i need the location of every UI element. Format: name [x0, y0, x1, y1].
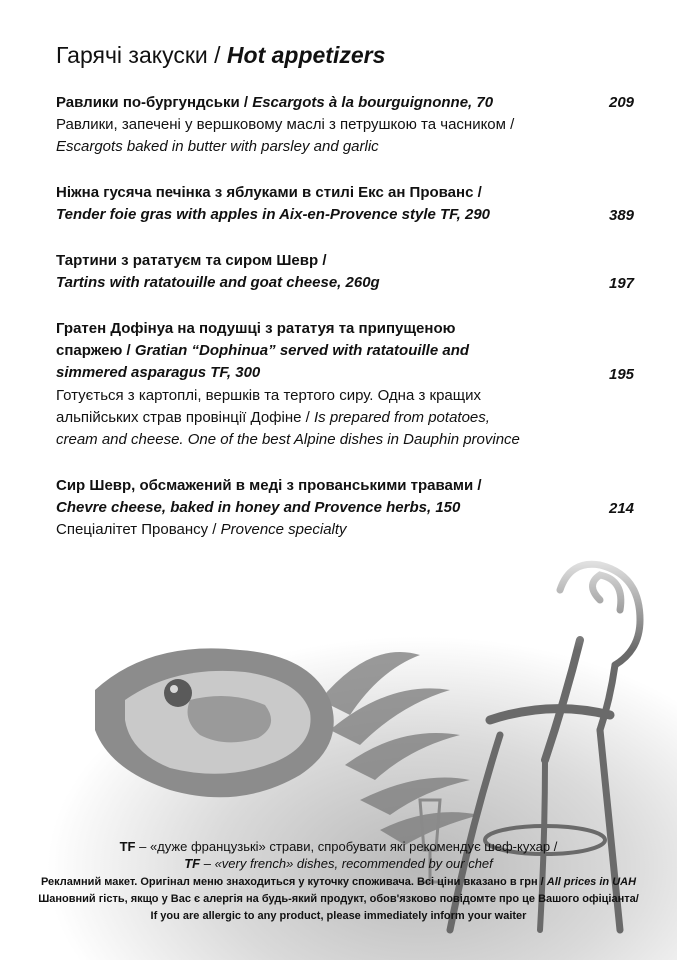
title-english: Hot appetizers: [226, 42, 386, 68]
menu-item-1-name: [56, 92, 493, 114]
tf-label: TF: [184, 856, 201, 871]
item-name-uk: Равлики по-бургундськи /: [56, 94, 249, 111]
footer-tf-uk: [0, 838, 677, 855]
footer-notice: [0, 874, 677, 890]
item-name-uk: спаржею /: [56, 342, 131, 359]
title-ukrainian: Гарячі закуски /: [56, 42, 221, 68]
menu-item-2-name-uk: Ніжна гусяча печінка з яблуками в стилі Екс ан Прованс /: [56, 184, 482, 201]
menu-item-3-price: 197: [609, 275, 635, 292]
menu-item-4-name-uk-1: Гратен Дофінуа на подушці з рататуя та припущеною: [56, 320, 456, 337]
menu-item-2-price: 389: [609, 207, 635, 224]
menu-item-1-desc-uk: Равлики, запечені у вершковому маслі з петрушкою та часником /: [56, 116, 515, 133]
menu-item-4-price: 195: [609, 366, 635, 383]
page-title: [56, 40, 385, 70]
menu-item-5-desc: [56, 519, 347, 541]
item-name-en: Gratian “Dophinua” served with ratatouille and: [134, 342, 470, 359]
menu-item-4-desc-uk-1: Готується з картоплі, вершків та тертого сиру. Одна з кращих: [56, 387, 481, 404]
tf-text-uk: – «дуже французькі» страви, спробувати які рекомендує шеф-кухар /: [135, 839, 558, 854]
menu-item-4-name-en-2: simmered asparagus TF, 300: [56, 364, 261, 381]
item-desc-en: Is prepared from potatoes,: [314, 409, 490, 426]
tf-label: TF: [119, 839, 136, 854]
item-desc-uk: альпійських страв провінції Дофіне /: [56, 409, 310, 426]
footer-allergy-en: If you are allergic to any product, please immediately inform your waiter: [150, 910, 527, 922]
item-desc-uk: Спеціалітет Провансу /: [56, 521, 217, 538]
menu-item-3-name-en: Tartins with ratatouille and goat cheese, 260g: [56, 274, 380, 291]
footer-allergy-uk: Шановний гість, якщо у Вас є алергія на будь-який продукт, обов'язково повідомте про це Вашого офіціанта/: [38, 893, 639, 905]
menu-item-5-name-uk: Сир Шевр, обсмажений в меді з прованськими травами /: [56, 477, 482, 494]
menu-item-3-name-uk: Тартини з рататуєм та сиром Шевр /: [56, 252, 327, 269]
menu-item-4-name-2: [56, 340, 469, 362]
menu-item-2-name-en: Tender foie gras with apples in Aix-en-Provence style TF, 290: [56, 206, 491, 223]
menu-item-4-desc-2: [56, 407, 490, 429]
menu-item-1-price: 209: [609, 94, 635, 111]
notice-en: All prices in UAH: [546, 876, 637, 888]
item-name-en: Escargots à la bourguignonne, 70: [252, 94, 494, 111]
menu-item-1-desc-en: Escargots baked in butter with parsley and garlic: [56, 138, 379, 155]
menu-item-5-price: 214: [609, 500, 635, 517]
menu-item-5-name-en: Chevre cheese, baked in honey and Provence herbs, 150: [56, 499, 461, 516]
notice-uk: Рекламний макет. Оригінал меню знаходиться у куточку споживача. Всі ціни вказано в грн /: [40, 876, 544, 888]
tf-text-en: – «very french» dishes, recommended by our chef: [200, 856, 493, 871]
menu-item-4-desc-en-2: cream and cheese. One of the best Alpine dishes in Dauphin province: [56, 431, 520, 448]
item-desc-en: Provence specialty: [220, 521, 347, 538]
footer-tf-en: [0, 855, 677, 872]
